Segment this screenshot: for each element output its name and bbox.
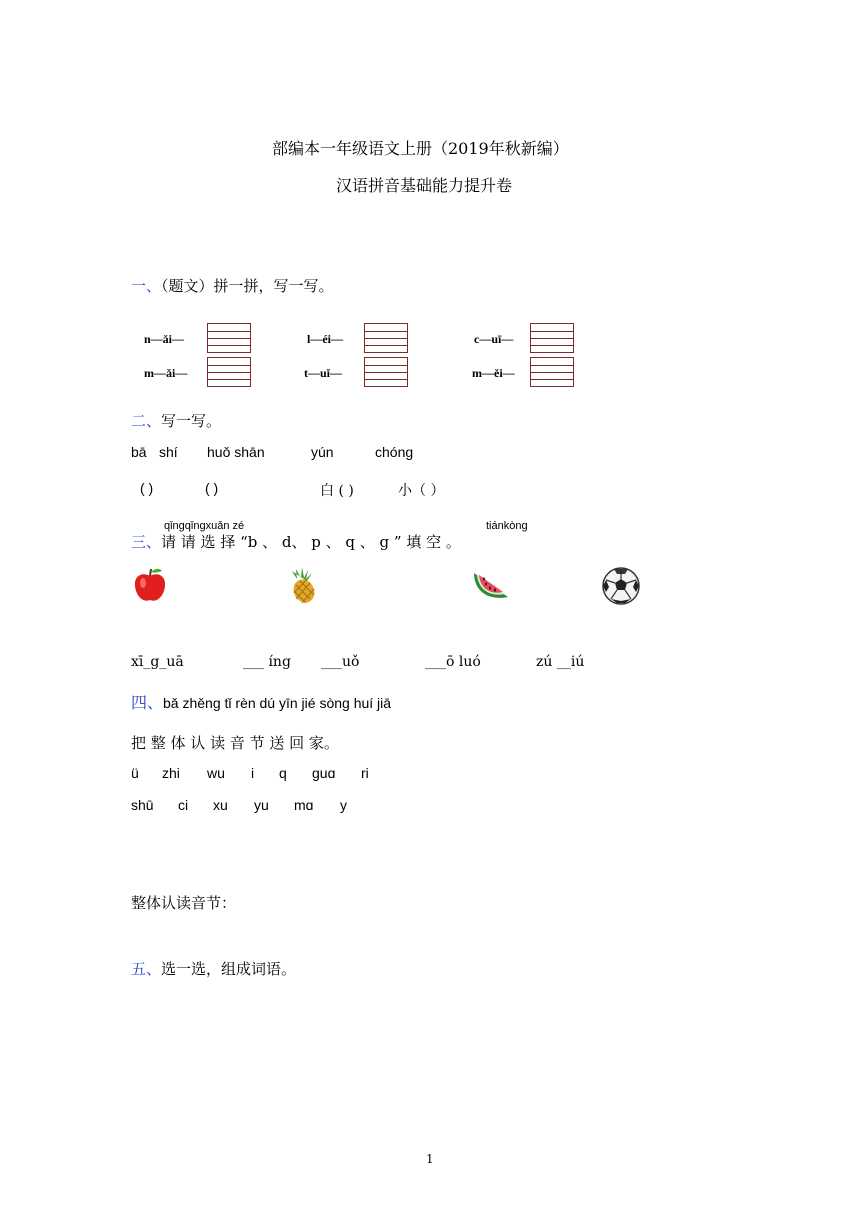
syllable: i <box>251 765 255 781</box>
syllable: shū <box>131 797 154 813</box>
question-text: 把 整 体 认 读 音 节 送 回 家。 <box>131 734 339 752</box>
syllable: xu <box>213 797 228 813</box>
answer-blank[interactable]: 小（ ） <box>398 483 445 499</box>
syllable: guɑ <box>312 765 336 781</box>
pinyin-word: chóng <box>375 444 414 460</box>
pinyin-label: m—ěi— <box>472 366 515 380</box>
pinyin-word: shí <box>159 444 178 460</box>
question-5 <box>131 958 296 979</box>
writing-grid[interactable] <box>364 323 408 353</box>
answer-blank[interactable]: ( ) <box>205 480 219 496</box>
pinyin-label: t—uǐ— <box>304 366 343 380</box>
writing-grid[interactable] <box>207 323 251 353</box>
answer-blank[interactable]: ( ) <box>140 480 154 496</box>
pinyin-annotation: tiánkòng <box>486 520 528 532</box>
pinyin-label: l—éi— <box>307 332 343 346</box>
writing-grid[interactable] <box>364 357 408 387</box>
question-text: 请 请 选 择 “b 、 d、 p 、 q 、 g ” 填 空 。 <box>161 533 461 551</box>
writing-grid[interactable] <box>530 357 574 387</box>
question-text: 选一选，组成词语。 <box>161 960 297 978</box>
pinyin-word: bā <box>131 444 147 460</box>
syllable: yu <box>254 797 269 813</box>
pinyin-word: huǒ shān <box>207 444 265 460</box>
writing-grid[interactable] <box>530 323 574 353</box>
fill-blank-answer[interactable]: ___uǒ <box>321 654 360 670</box>
answer-blank[interactable]: 白 ( ) <box>320 483 354 499</box>
question-number: 三、 <box>131 533 162 551</box>
pinyin-label: c—uī— <box>474 332 514 346</box>
syllable: ci <box>178 797 189 813</box>
page-number: 1 <box>426 1152 434 1166</box>
answer-label: 整体认读音节： <box>131 894 237 912</box>
soccer-ball-icon <box>601 566 641 606</box>
question-4 <box>131 690 391 713</box>
pinyin-annotation: qǐngqǐngxuǎn zé <box>164 520 245 532</box>
syllable: q <box>279 765 287 781</box>
syllable: y <box>340 797 347 813</box>
pinyin-word: yún <box>311 444 334 460</box>
page-title: 部编本一年级语文上册（2019年秋新编） <box>272 139 569 158</box>
syllable: zhi <box>162 765 180 781</box>
pinyin-label: n—ǎi— <box>144 332 185 346</box>
syllable: mɑ <box>294 797 314 813</box>
question-text: （题文）拼一拼，写一写。 <box>161 277 334 295</box>
apple-icon <box>130 565 170 605</box>
question-number: 四、 <box>131 693 164 712</box>
question-number: 一、 <box>131 277 162 295</box>
fill-blank-answer[interactable]: ___ íng <box>243 654 291 670</box>
syllable: ri <box>361 765 369 781</box>
question-pinyin: bǎ zhěng tǐ rèn dú yīn jié sòng huí jiā <box>163 695 392 711</box>
syllable: ü <box>131 765 139 781</box>
fill-blank-answer[interactable]: zú __iú <box>536 654 585 670</box>
fill-blank-answer[interactable]: xī_g_uā <box>131 654 184 670</box>
question-1 <box>131 275 334 296</box>
question-2 <box>131 410 221 431</box>
fill-blank-answer[interactable]: ___ō luó <box>425 654 481 670</box>
pinyin-label: m—ǎi— <box>144 366 188 380</box>
syllable: wu <box>207 765 225 781</box>
question-text: 写一写。 <box>161 412 222 430</box>
pineapple-icon <box>282 565 322 605</box>
question-3 <box>131 531 461 552</box>
question-number: 五、 <box>131 960 162 978</box>
question-number: 二、 <box>131 412 162 430</box>
writing-grid[interactable] <box>207 357 251 387</box>
watermelon-icon <box>470 565 514 605</box>
page-subtitle: 汉语拼音基础能力提升卷 <box>336 176 513 195</box>
